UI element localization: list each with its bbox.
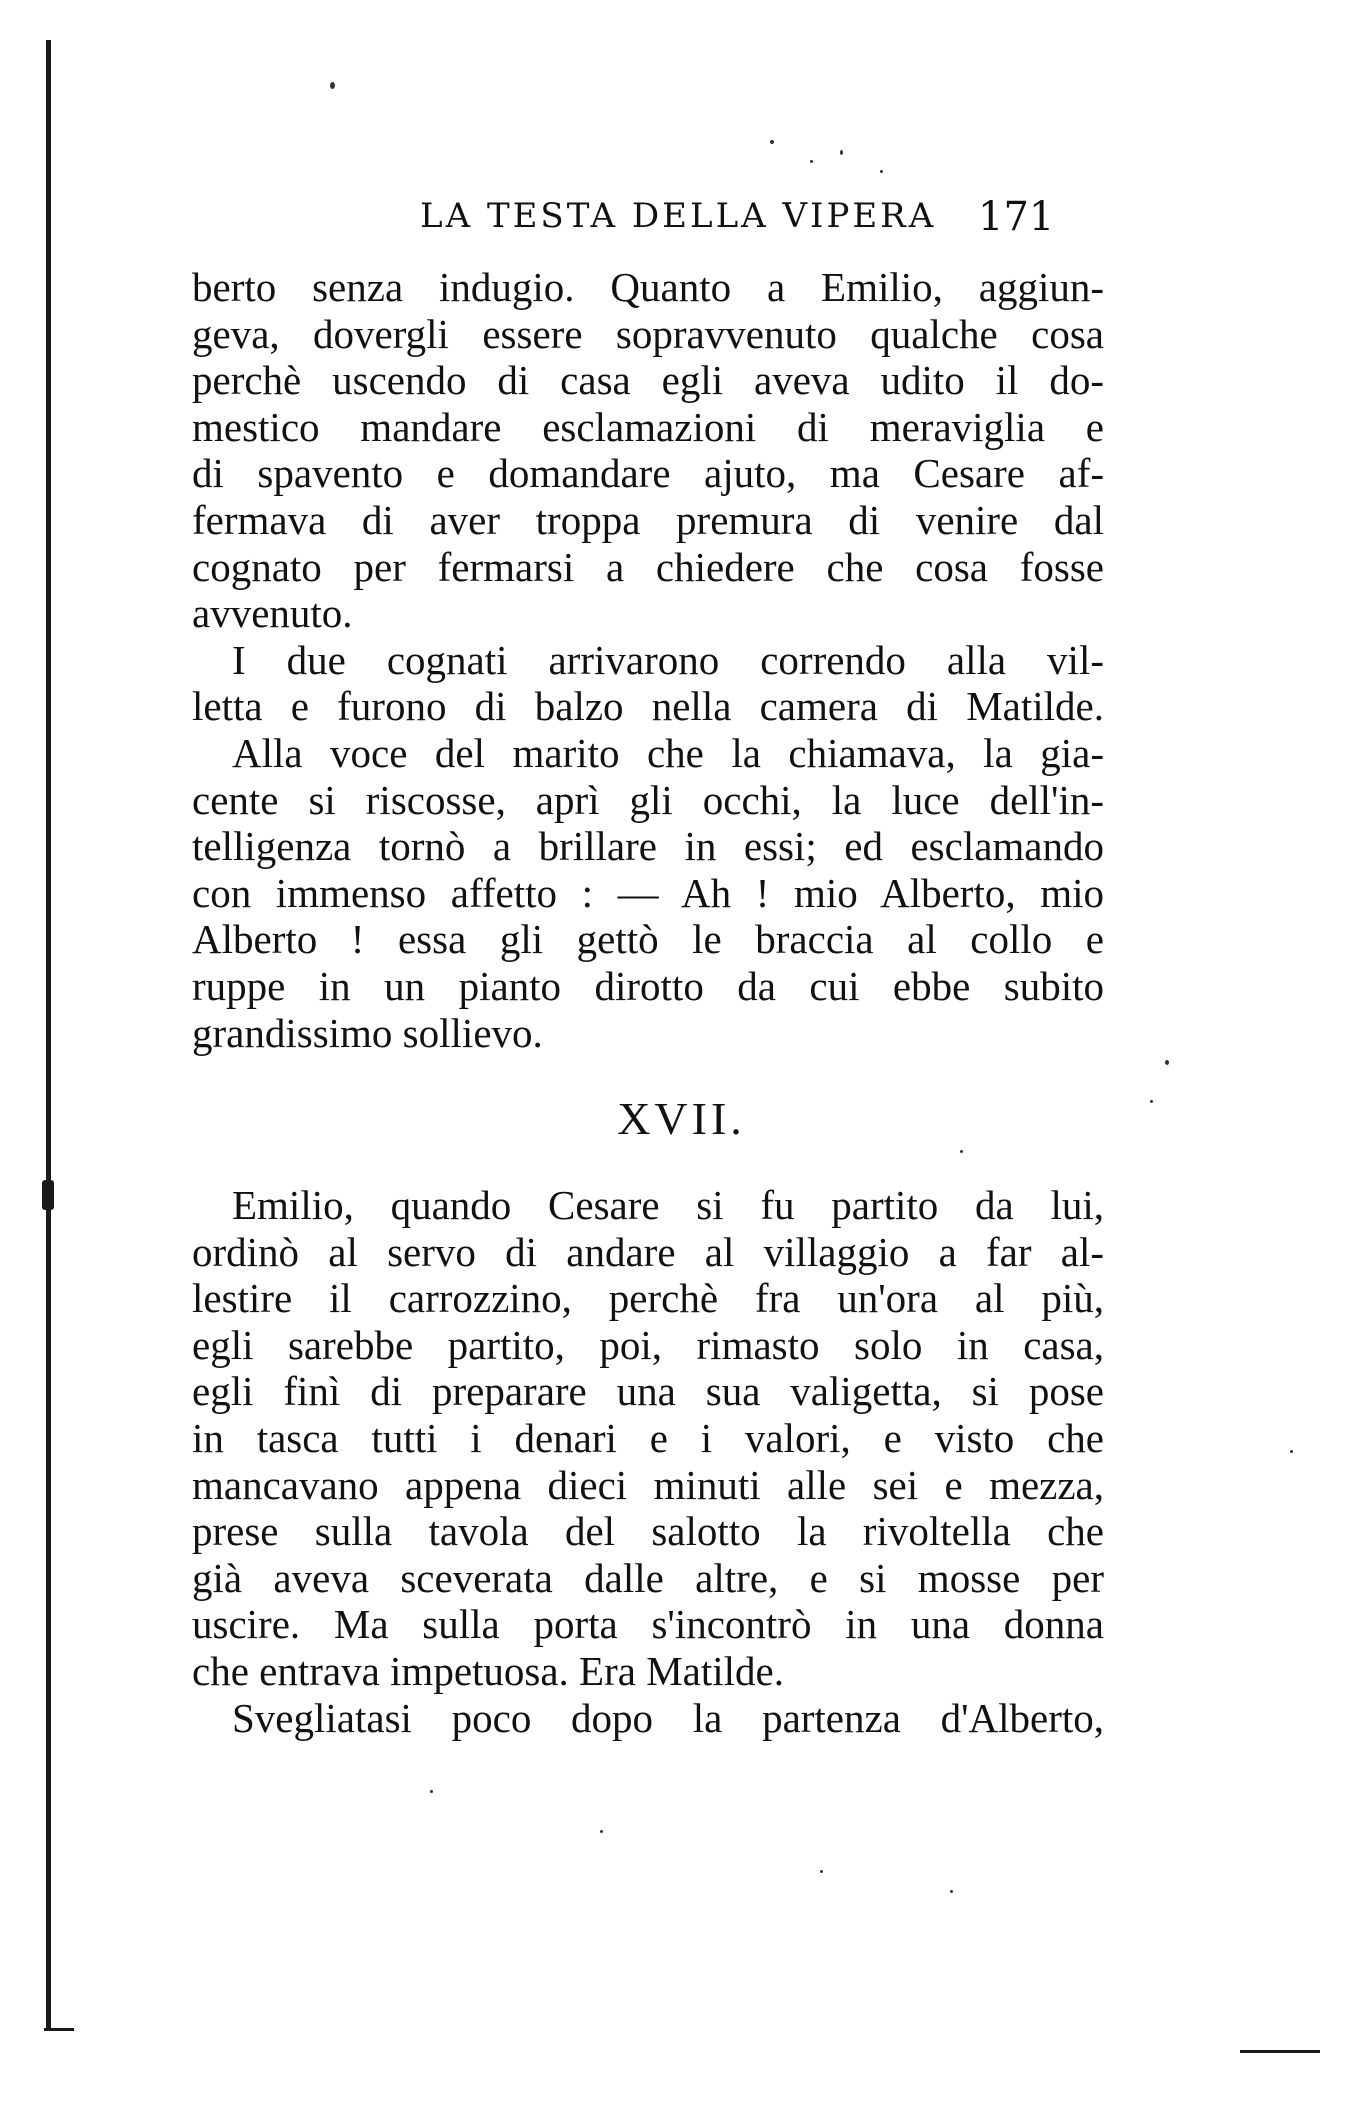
text-line: di spavento e domandare ajuto, ma Cesare af- bbox=[192, 450, 1104, 497]
page-edge-corner bbox=[44, 2028, 74, 2031]
scan-speck bbox=[880, 170, 883, 173]
scan-speck bbox=[950, 1890, 953, 1893]
text-line: Alberto ! essa gli gettò le braccia al collo e bbox=[192, 916, 1104, 963]
text-line: perchè uscendo di casa egli aveva udito il do- bbox=[192, 357, 1104, 404]
text-line: uscire. Ma sulla porta s'incontrò in una donna bbox=[192, 1601, 1104, 1648]
text-line: egli sarebbe partito, poi, rimasto solo in casa, bbox=[192, 1321, 1104, 1368]
text-line: Svegliatasi poco dopo la partenza d'Alberto, bbox=[232, 1694, 1104, 1741]
text-line: letta e furono di balzo nella camera di Matilde. bbox=[192, 683, 1104, 730]
text-line: in tasca tutti i denari e i valori, e visto che bbox=[192, 1414, 1104, 1461]
text-line: berto senza indugio. Quanto a Emilio, aggiun- bbox=[192, 264, 1104, 310]
text-line: egli finì di preparare una sua valigetta, si pose bbox=[192, 1368, 1104, 1415]
text-line: grandissimo sollievo. bbox=[192, 1009, 543, 1056]
text-line: già aveva sceverata dalle altre, e si mosse per bbox=[192, 1554, 1104, 1601]
text-section-2 bbox=[192, 1182, 1104, 1741]
scan-speck bbox=[330, 82, 335, 89]
scan-speck bbox=[810, 160, 813, 163]
scan-mark bbox=[1240, 2050, 1320, 2053]
scan-speck bbox=[960, 1150, 963, 1153]
text-line: ordinò al servo di andare al villaggio a far al- bbox=[192, 1228, 1104, 1275]
text-line: prese sulla tavola del salotto la rivoltella che bbox=[192, 1508, 1104, 1555]
text-line: mancavano appena dieci minuti alle sei e mezza, bbox=[192, 1461, 1104, 1508]
text-line: Alla voce del marito che la chiamava, la gia- bbox=[232, 729, 1104, 776]
scan-speck bbox=[820, 1870, 823, 1873]
chapter-heading: XVII. bbox=[617, 1093, 746, 1144]
text-line: lestire il carrozzino, perchè fra un'ora al più, bbox=[192, 1275, 1104, 1322]
text-line: geva, dovergli essere sopravvenuto qualche cosa bbox=[192, 310, 1104, 357]
page-edge-mark bbox=[42, 1180, 54, 1210]
text-line: cognato per fermarsi a chiedere che cosa fosse bbox=[192, 543, 1104, 590]
scan-speck bbox=[1165, 1060, 1169, 1065]
text-line: che entrava impetuosa. Era Matilde. bbox=[192, 1647, 784, 1694]
page-edge-line bbox=[46, 40, 51, 2030]
scan-speck bbox=[430, 1790, 433, 1793]
text-line: cente si riscosse, aprì gli occhi, la luce dell'in- bbox=[192, 776, 1104, 823]
text-line: avvenuto. bbox=[192, 590, 353, 637]
text-line: telligenza tornò a brillare in essi; ed esclamando bbox=[192, 823, 1104, 870]
text-section-1 bbox=[192, 264, 1104, 1056]
page-number: 171 bbox=[978, 194, 1055, 240]
running-title: LA TESTA DELLA VIPERA bbox=[420, 196, 937, 236]
scan-speck bbox=[770, 140, 774, 144]
text-line: ruppe in un pianto dirotto da cui ebbe subito bbox=[192, 962, 1104, 1009]
text-line: fermava di aver troppa premura di venire dal bbox=[192, 496, 1104, 543]
scan-speck bbox=[600, 1830, 603, 1833]
text-line: con immenso affetto : — Ah ! mio Alberto, mio bbox=[192, 869, 1104, 916]
scan-speck bbox=[840, 150, 843, 155]
text-line: Emilio, quando Cesare si fu partito da lui, bbox=[232, 1182, 1104, 1228]
text-line: I due cognati arrivarono correndo alla vil- bbox=[232, 636, 1104, 683]
text-line: mestico mandare esclamazioni di meraviglia e bbox=[192, 403, 1104, 450]
scan-speck bbox=[1290, 1450, 1293, 1453]
